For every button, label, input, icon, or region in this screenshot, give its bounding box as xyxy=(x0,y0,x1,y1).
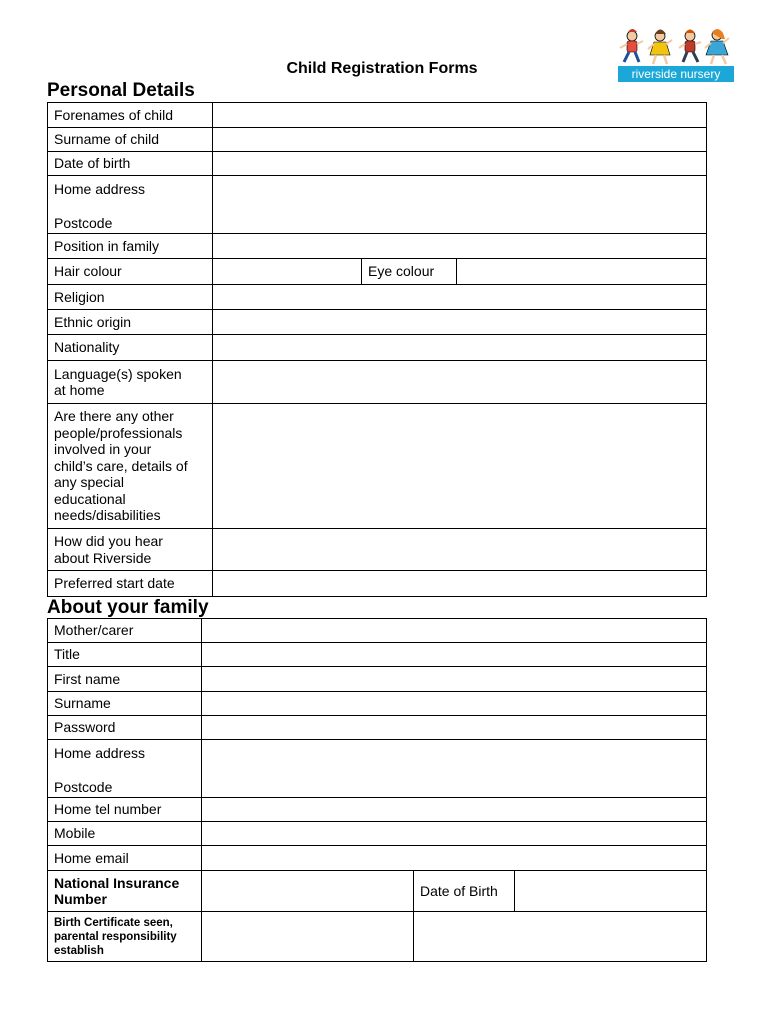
table-row xyxy=(48,798,707,822)
birth-certificate-label: Birth Certificate seen, parental responsibility establish xyxy=(48,912,202,962)
table-row xyxy=(48,822,707,846)
table-row xyxy=(48,912,707,962)
hear-about-label: How did you hear about Riverside xyxy=(48,529,213,571)
mobile-field[interactable] xyxy=(202,822,707,846)
home-email-label: Home email xyxy=(48,846,202,871)
religion-field[interactable] xyxy=(213,285,707,310)
table-row xyxy=(48,846,707,871)
table-row xyxy=(48,310,707,335)
eye-label: Eye colour xyxy=(362,259,457,285)
first-name-label: First name xyxy=(48,667,202,692)
table-row xyxy=(48,404,707,529)
table-row xyxy=(48,692,707,716)
mobile-label: Mobile xyxy=(48,822,202,846)
table-row xyxy=(48,234,707,259)
ni-number-label: National Insurance Number xyxy=(48,871,202,912)
dob-label: Date of birth xyxy=(48,152,213,176)
table-row xyxy=(48,871,707,912)
family-surname-field[interactable] xyxy=(202,692,707,716)
eye-field[interactable] xyxy=(457,259,707,285)
table-row xyxy=(48,667,707,692)
forenames-field[interactable] xyxy=(213,103,707,128)
ethnic-label: Ethnic origin xyxy=(48,310,213,335)
family-home-address-label: Home address Postcode xyxy=(48,740,202,798)
surname-field[interactable] xyxy=(213,128,707,152)
other-professionals-field[interactable] xyxy=(213,404,707,529)
languages-field[interactable] xyxy=(213,361,707,404)
hair-field[interactable] xyxy=(213,259,362,285)
form-title: Child Registration Forms xyxy=(286,60,478,77)
forenames-label: Forenames of child xyxy=(48,103,213,128)
title-field[interactable] xyxy=(202,643,707,667)
mother-label: Mother/carer xyxy=(48,619,202,643)
title-label: Title xyxy=(48,643,202,667)
riverside-nursery-logo xyxy=(616,24,734,84)
birth-certificate-extra-field[interactable] xyxy=(414,912,707,962)
table-row xyxy=(48,361,707,404)
table-row xyxy=(48,571,707,597)
table-row xyxy=(48,128,707,152)
home-address-field[interactable] xyxy=(213,176,707,234)
hear-about-field[interactable] xyxy=(213,529,707,571)
other-professionals-label: Are there any other people/professionals involved in your child’s care, details of any special educational needs/disabilities xyxy=(48,404,213,529)
family-dob-label: Date of Birth xyxy=(414,871,515,912)
table-row xyxy=(48,176,707,234)
table-row xyxy=(48,103,707,128)
ni-number-field[interactable] xyxy=(202,871,414,912)
family-dob-field[interactable] xyxy=(515,871,707,912)
personal-details-table xyxy=(47,102,707,597)
nationality-label: Nationality xyxy=(48,335,213,361)
religion-label: Religion xyxy=(48,285,213,310)
password-field[interactable] xyxy=(202,716,707,740)
dob-field[interactable] xyxy=(213,152,707,176)
table-row xyxy=(48,259,707,285)
postcode-label: Postcode xyxy=(54,214,113,231)
home-tel-label: Home tel number xyxy=(48,798,202,822)
hair-label: Hair colour xyxy=(48,259,213,285)
table-row xyxy=(48,740,707,798)
position-label: Position in family xyxy=(48,234,213,259)
about-family-heading: About your family xyxy=(47,597,209,618)
about-family-table xyxy=(47,618,707,962)
table-row xyxy=(48,716,707,740)
home-tel-field[interactable] xyxy=(202,798,707,822)
languages-label: Language(s) spoken at home xyxy=(48,361,213,404)
home-address-label: Home address Postcode xyxy=(48,176,213,234)
first-name-field[interactable] xyxy=(202,667,707,692)
personal-details-heading: Personal Details xyxy=(47,80,195,101)
nationality-field[interactable] xyxy=(213,335,707,361)
surname-label: Surname of child xyxy=(48,128,213,152)
password-label: Password xyxy=(48,716,202,740)
table-row xyxy=(48,285,707,310)
table-row xyxy=(48,643,707,667)
table-row xyxy=(48,152,707,176)
ethnic-field[interactable] xyxy=(213,310,707,335)
family-surname-label: Surname xyxy=(48,692,202,716)
mother-field[interactable] xyxy=(202,619,707,643)
logo-text: riverside nursery xyxy=(618,66,734,82)
home-email-field[interactable] xyxy=(202,846,707,871)
table-row xyxy=(48,619,707,643)
position-field[interactable] xyxy=(213,234,707,259)
table-row xyxy=(48,335,707,361)
family-postcode-label: Postcode xyxy=(54,778,113,795)
family-home-address-field[interactable] xyxy=(202,740,707,798)
start-date-field[interactable] xyxy=(213,571,707,597)
start-date-label: Preferred start date xyxy=(48,571,213,597)
birth-certificate-field[interactable] xyxy=(202,912,414,962)
running-children-icon xyxy=(616,24,734,68)
table-row xyxy=(48,529,707,571)
